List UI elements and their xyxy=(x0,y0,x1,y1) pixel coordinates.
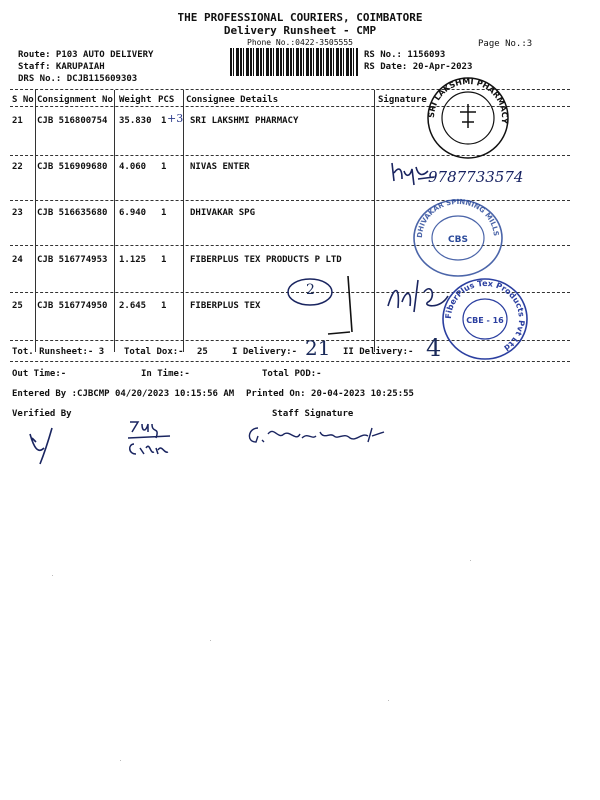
route: Route: P103 AUTO DELIVERY xyxy=(18,50,154,60)
svg-text:DHIVAKAR SPINNING MILLS xyxy=(416,198,500,238)
row-consignment: CJB 516635680 xyxy=(37,208,108,218)
row-sno: 22 xyxy=(12,162,23,172)
verified-by: Verified By xyxy=(12,409,72,419)
spinning-mills-stamp-text: DHIVAKAR SPINNING MILLS xyxy=(415,197,501,239)
row-pcs: 1 xyxy=(161,162,167,172)
pharmacy-stamp xyxy=(424,74,512,162)
drs-number: DRS No.: DCJB115609303 xyxy=(18,74,138,84)
total-pod: Total POD:- xyxy=(262,369,322,379)
pharmacy-stamp-text: SRI LAKSHMI PHARMACY xyxy=(426,76,510,125)
staff-signature-label: Staff Signature xyxy=(272,409,354,419)
col-pcs: PCS xyxy=(158,95,175,105)
row-sno: 25 xyxy=(12,301,23,311)
row-pcs: 1 xyxy=(161,255,167,265)
col-divider xyxy=(374,90,375,352)
row-consignee: NIVAS ENTER xyxy=(190,162,250,172)
row-weight: 4.060 xyxy=(119,162,147,172)
row-consignee: SRI LAKSHMI PHARMACY xyxy=(190,116,299,126)
out-time: Out Time:- xyxy=(12,369,67,379)
row-consignee: DHIVAKAR SPG xyxy=(190,208,256,218)
rs-date: RS Date: 20-Apr-2023 xyxy=(364,62,473,72)
row-consignee: FIBERPLUS TEX PRODUCTS P LTD xyxy=(190,255,342,265)
col-sno: S No xyxy=(12,95,34,105)
row-consignment: CJB 516774953 xyxy=(37,255,108,265)
staff: Staff: KARUPAIAH xyxy=(18,62,105,72)
row-sno: 24 xyxy=(12,255,23,265)
col-divider xyxy=(183,90,184,352)
rs-number: RS No.: 1156093 xyxy=(364,50,446,60)
company-name: THE PROFESSIONAL COURIERS, COIMBATORE xyxy=(177,11,423,24)
row-24-handwritten-mark: 2 xyxy=(306,282,315,298)
row-consignee: FIBERPLUS TEX xyxy=(190,301,261,311)
row-pcs-handwritten-note: +3 xyxy=(167,112,184,125)
row-weight: 6.940 xyxy=(119,208,147,218)
col-consignment: Consignment No xyxy=(37,95,113,105)
fiberplus-stamp xyxy=(440,276,530,362)
row-weight: 35.830 xyxy=(119,116,152,126)
spinning-mills-stamp-center: CBS xyxy=(448,235,468,245)
col-signature: Signature xyxy=(378,95,427,105)
row-consignment: CJB 516909680 xyxy=(37,162,108,172)
spinning-mills-stamp xyxy=(410,196,506,280)
col-divider xyxy=(114,90,115,352)
page-number: Page No.:3 xyxy=(478,39,533,49)
verified-signature-2 xyxy=(124,414,184,464)
row-pcs: 1 xyxy=(161,116,167,126)
col-divider xyxy=(35,90,36,352)
row-sno: 21 xyxy=(12,116,23,126)
in-time: In Time:- xyxy=(141,369,190,379)
row-weight: 2.645 xyxy=(119,301,147,311)
phone-number: Phone No.:0422-3505555 xyxy=(247,38,353,47)
runsheet-title: Delivery Runsheet - CMP xyxy=(223,24,377,37)
total-runsheet: Tot. Runsheet:- 3 xyxy=(12,347,105,357)
row-weight: 1.125 xyxy=(119,255,147,265)
entered-by: Entered By :CJBCMP 04/20/2023 10:15:56 AM xyxy=(12,389,235,399)
total-dox-label: Total Dox:- xyxy=(124,347,184,357)
row-consignment: CJB 516774950 xyxy=(37,301,108,311)
i-delivery-label: I Delivery:- xyxy=(232,347,298,357)
handwritten-phone: 9787733574 xyxy=(428,168,524,186)
col-consignee: Consignee Details xyxy=(186,95,279,105)
fiberplus-stamp-center: CBE - 16 xyxy=(466,316,504,325)
verified-signature-1 xyxy=(26,424,66,468)
total-dox-value: 25 xyxy=(197,347,208,357)
ii-delivery-handwritten: 4 xyxy=(426,334,442,362)
row-sno: 23 xyxy=(12,208,23,218)
staff-signature xyxy=(244,422,394,450)
col-weight: Weight xyxy=(119,95,152,105)
printed-on: Printed On: 20-04-2023 10:25:55 xyxy=(246,389,414,399)
i-delivery-handwritten: 21 xyxy=(305,336,331,360)
handwritten-mark-row-24 xyxy=(280,270,370,340)
row-consignment: CJB 516800754 xyxy=(37,116,108,126)
barcode xyxy=(230,48,358,76)
ii-delivery-label: II Delivery:- xyxy=(343,347,414,357)
fiberplus-stamp-text: FiberPlus Tex Products Pvt Ltd xyxy=(443,278,527,353)
row-pcs: 1 xyxy=(161,301,167,311)
row-pcs: 1 xyxy=(161,208,167,218)
